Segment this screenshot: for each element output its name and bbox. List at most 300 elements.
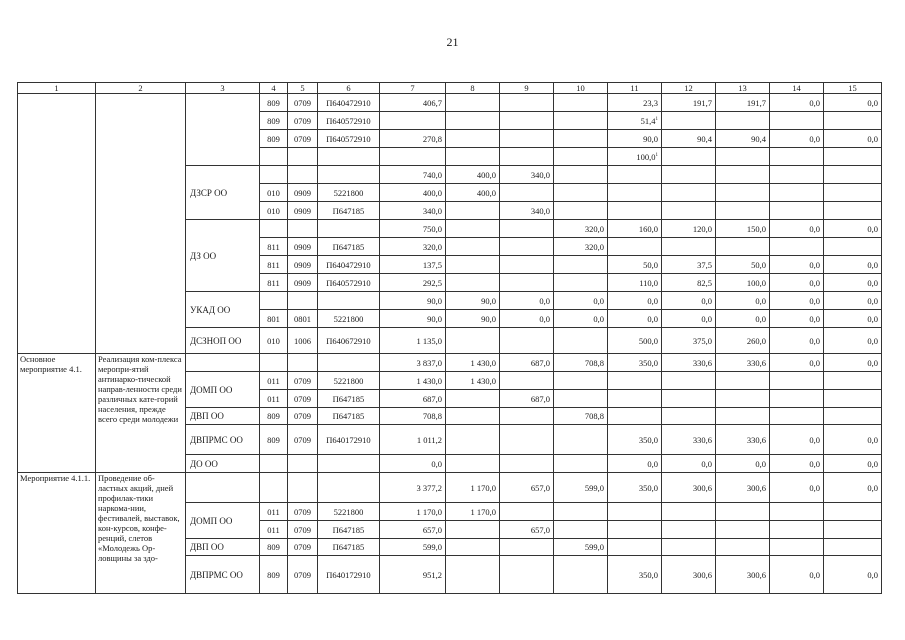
cell-col-15 bbox=[824, 390, 882, 408]
cell-col-14 bbox=[770, 148, 824, 166]
cell-col-12 bbox=[662, 521, 716, 539]
cell-col-4 bbox=[260, 202, 288, 220]
cell-col-9 bbox=[500, 408, 554, 425]
cell-value: 809 bbox=[267, 97, 280, 108]
cell-col-14 bbox=[770, 184, 824, 202]
cell-col-15 bbox=[824, 220, 882, 238]
cell-col-12 bbox=[662, 148, 716, 166]
cell-value: 400,0 bbox=[422, 187, 442, 198]
cell-col-10 bbox=[554, 292, 608, 310]
cell-value: 90,0 bbox=[481, 295, 496, 306]
cell-value: 0709 bbox=[294, 524, 311, 535]
cell-value: 137,5 bbox=[422, 259, 442, 270]
cell-col-10 bbox=[554, 310, 608, 328]
cell-value: 0,0 bbox=[809, 458, 820, 469]
cell-col-12 bbox=[662, 202, 716, 220]
cell-col-10 bbox=[554, 408, 608, 425]
cell-value: П647185 bbox=[332, 205, 365, 216]
cell-value: 0,0 bbox=[809, 569, 820, 580]
cell-value: 0,0 bbox=[809, 223, 820, 234]
cell-value: 010 bbox=[267, 187, 280, 198]
cell-col-6 bbox=[318, 372, 380, 390]
cell-col-12 bbox=[662, 556, 716, 594]
cell-col-13 bbox=[716, 274, 770, 292]
cell-col-14 bbox=[770, 130, 824, 148]
cell-col-7 bbox=[380, 310, 446, 328]
cell-value: 599,0 bbox=[584, 482, 604, 493]
cell-value: 90,4 bbox=[751, 133, 766, 144]
cell-col-9 bbox=[500, 292, 554, 310]
cell-col-9 bbox=[500, 148, 554, 166]
column-header-10: 10 bbox=[554, 83, 608, 94]
cell-value: 0,0 bbox=[809, 482, 820, 493]
cell-value: 500,0 bbox=[638, 335, 658, 346]
column-header-1: 1 bbox=[18, 83, 96, 94]
cell-value: 0,0 bbox=[867, 133, 878, 144]
cell-value: 292,5 bbox=[422, 277, 442, 288]
cell-col-13 bbox=[716, 310, 770, 328]
column-header-5: 5 bbox=[288, 83, 318, 94]
cell-col-15 bbox=[824, 521, 882, 539]
cell-value: 5221800 bbox=[333, 313, 364, 324]
cell-col-15 bbox=[824, 166, 882, 184]
cell-value: 010 bbox=[267, 335, 280, 346]
executor-cell: ДЗСР ОО bbox=[186, 166, 260, 220]
cell-value: 708,8 bbox=[584, 357, 604, 368]
cell-col-11 bbox=[608, 354, 662, 372]
cell-value: 1 170,0 bbox=[470, 482, 496, 493]
cell-col-6 bbox=[318, 556, 380, 594]
cell-col-15 bbox=[824, 94, 882, 112]
cell-value: 110,0 bbox=[639, 277, 658, 288]
cell-value: 0709 bbox=[294, 375, 311, 386]
cell-value: 0709 bbox=[294, 97, 311, 108]
cell-col-6 bbox=[318, 238, 380, 256]
cell-col-8 bbox=[446, 274, 500, 292]
cell-col-11 bbox=[608, 274, 662, 292]
cell-col-12 bbox=[662, 94, 716, 112]
cell-col-8 bbox=[446, 390, 500, 408]
cell-col-14 bbox=[770, 166, 824, 184]
cell-col-7 bbox=[380, 372, 446, 390]
table-row bbox=[18, 473, 882, 503]
cell-col-8 bbox=[446, 220, 500, 238]
cell-col-15 bbox=[824, 408, 882, 425]
cell-value: 0909 bbox=[294, 205, 311, 216]
cell-col-12 bbox=[662, 539, 716, 556]
column-header-row bbox=[18, 83, 882, 94]
cell-value: 809 bbox=[267, 434, 280, 445]
cell-value: 0,0 bbox=[867, 357, 878, 368]
cell-col-8 bbox=[446, 202, 500, 220]
cell-value: П640572910 bbox=[326, 277, 371, 288]
executor-cell bbox=[186, 94, 260, 166]
cell-col-7 bbox=[380, 166, 446, 184]
cell-value: 350,0 bbox=[638, 569, 658, 580]
cell-value: 0,0 bbox=[809, 357, 820, 368]
cell-value: 1 135,0 bbox=[416, 335, 442, 346]
cell-value: 657,0 bbox=[530, 524, 550, 535]
cell-value: 657,0 bbox=[530, 482, 550, 493]
cell-value: 0,0 bbox=[867, 97, 878, 108]
cell-value: 0,0 bbox=[867, 458, 878, 469]
cell-value: 0,0 bbox=[809, 97, 820, 108]
cell-col-13 bbox=[716, 238, 770, 256]
cell-value: 011 bbox=[267, 506, 280, 517]
cell-col-7 bbox=[380, 238, 446, 256]
cell-col-14 bbox=[770, 473, 824, 503]
cell-col-4 bbox=[260, 256, 288, 274]
cell-col-15 bbox=[824, 184, 882, 202]
cell-value: П640572910 bbox=[326, 115, 371, 126]
cell-col-13 bbox=[716, 94, 770, 112]
cell-value: 599,0 bbox=[584, 542, 604, 552]
cell-value: 100,0 bbox=[746, 277, 766, 288]
cell-value: 0,0 bbox=[647, 458, 658, 469]
cell-value: 23,3 bbox=[643, 97, 658, 108]
cell-value: 400,0 bbox=[476, 187, 496, 198]
cell-col-13 bbox=[716, 539, 770, 556]
cell-col-9 bbox=[500, 556, 554, 594]
cell-col-5 bbox=[288, 238, 318, 256]
cell-value: П640672910 bbox=[326, 335, 371, 346]
cell-col-4 bbox=[260, 390, 288, 408]
cell-col-9 bbox=[500, 328, 554, 354]
cell-value: 0,0 bbox=[431, 458, 442, 469]
cell-col-15 bbox=[824, 112, 882, 130]
cell-col-4 bbox=[260, 220, 288, 238]
cell-col-7 bbox=[380, 184, 446, 202]
column-header-12: 12 bbox=[662, 83, 716, 94]
cell-value: 1006 bbox=[294, 335, 311, 346]
cell-value: 0801 bbox=[294, 313, 311, 324]
executor-cell: УКАД ОО bbox=[186, 292, 260, 328]
cell-col-9 bbox=[500, 425, 554, 455]
cell-value: П640572910 bbox=[326, 133, 371, 144]
cell-value: 0909 bbox=[294, 277, 311, 288]
cell-col-9 bbox=[500, 473, 554, 503]
cell-col-4 bbox=[260, 521, 288, 539]
cell-col-9 bbox=[500, 390, 554, 408]
cell-col-4 bbox=[260, 148, 288, 166]
cell-value: 0709 bbox=[294, 133, 311, 144]
cell-col-5 bbox=[288, 184, 318, 202]
cell-col-12 bbox=[662, 166, 716, 184]
cell-value: П640172910 bbox=[326, 434, 371, 445]
table-row bbox=[18, 94, 882, 112]
cell-value: 809 bbox=[267, 115, 280, 126]
cell-value: 0,0 bbox=[755, 295, 766, 306]
cell-value: 0,0 bbox=[867, 335, 878, 346]
column-header-6: 6 bbox=[318, 83, 380, 94]
cell-col-6 bbox=[318, 473, 380, 503]
cell-col-5 bbox=[288, 166, 318, 184]
column-header-4: 4 bbox=[260, 83, 288, 94]
cell-value: 90,0 bbox=[427, 313, 442, 324]
cell-value: 811 bbox=[267, 277, 280, 288]
cell-value: 191,7 bbox=[746, 97, 766, 108]
cell-col-14 bbox=[770, 556, 824, 594]
cell-value: П647185 bbox=[332, 542, 365, 552]
cell-col-12 bbox=[662, 256, 716, 274]
cell-col-12 bbox=[662, 184, 716, 202]
cell-col-10 bbox=[554, 130, 608, 148]
cell-col-11 bbox=[608, 425, 662, 455]
cell-col-9 bbox=[500, 274, 554, 292]
cell-value: 300,6 bbox=[746, 569, 766, 580]
cell-value: 687,0 bbox=[422, 393, 442, 404]
cell-col-9 bbox=[500, 256, 554, 274]
cell-col-13 bbox=[716, 220, 770, 238]
cell-col-13 bbox=[716, 390, 770, 408]
cell-col-5 bbox=[288, 473, 318, 503]
cell-value: 1 170,0 bbox=[416, 506, 442, 517]
cell-value: 0909 bbox=[294, 259, 311, 270]
cell-value: 5221800 bbox=[333, 506, 364, 517]
cell-value: 0,0 bbox=[701, 458, 712, 469]
cell-value: 0,0 bbox=[809, 259, 820, 270]
cell-value: 0,0 bbox=[867, 569, 878, 580]
cell-value: 0709 bbox=[294, 506, 311, 517]
cell-col-14 bbox=[770, 521, 824, 539]
cell-value: 0,0 bbox=[809, 313, 820, 324]
cell-col-5 bbox=[288, 455, 318, 473]
cell-value: 0,0 bbox=[867, 277, 878, 288]
cell-col-6 bbox=[318, 328, 380, 354]
cell-col-15 bbox=[824, 148, 882, 166]
cell-value: 0,0 bbox=[867, 223, 878, 234]
cell-value: 1 430,0 bbox=[416, 375, 442, 386]
cell-col-10 bbox=[554, 256, 608, 274]
cell-value: 0709 bbox=[294, 569, 311, 580]
cell-col-4 bbox=[260, 274, 288, 292]
column-header-13: 13 bbox=[716, 83, 770, 94]
cell-col-8 bbox=[446, 503, 500, 521]
cell-col-11 bbox=[608, 372, 662, 390]
cell-col-6 bbox=[318, 310, 380, 328]
cell-col-6 bbox=[318, 256, 380, 274]
cell-value: 350,0 bbox=[638, 482, 658, 493]
cell-col-10 bbox=[554, 274, 608, 292]
cell-col-8 bbox=[446, 256, 500, 274]
cell-col-9 bbox=[500, 112, 554, 130]
cell-value: П647185 bbox=[332, 393, 365, 404]
cell-value: 0,0 bbox=[593, 295, 604, 306]
cell-col-14 bbox=[770, 354, 824, 372]
cell-value: 010 bbox=[267, 205, 280, 216]
cell-col-5 bbox=[288, 390, 318, 408]
event-description-cell: Реализация ком-плекса меропри-ятий антинарко-тической направ-ленности среди различных кате-горий населения, прежде всего среди молодежи bbox=[96, 354, 186, 473]
cell-col-9 bbox=[500, 166, 554, 184]
cell-col-12 bbox=[662, 408, 716, 425]
cell-col-12 bbox=[662, 455, 716, 473]
cell-value: 1 430,0 bbox=[470, 375, 496, 386]
cell-col-8 bbox=[446, 539, 500, 556]
cell-col-11 bbox=[608, 556, 662, 594]
cell-col-13 bbox=[716, 354, 770, 372]
cell-col-15 bbox=[824, 256, 882, 274]
cell-col-5 bbox=[288, 130, 318, 148]
cell-col-13 bbox=[716, 130, 770, 148]
cell-col-10 bbox=[554, 455, 608, 473]
cell-value: 320,0 bbox=[584, 223, 604, 234]
cell-value: 51,4 bbox=[640, 115, 656, 126]
cell-col-5 bbox=[288, 202, 318, 220]
cell-col-8 bbox=[446, 455, 500, 473]
cell-col-11 bbox=[608, 166, 662, 184]
cell-value: 3 837,0 bbox=[416, 357, 442, 368]
cell-value: 740,0 bbox=[422, 169, 442, 180]
cell-col-12 bbox=[662, 354, 716, 372]
cell-col-15 bbox=[824, 556, 882, 594]
budget-table bbox=[17, 82, 882, 594]
cell-col-15 bbox=[824, 274, 882, 292]
cell-value: 811 bbox=[267, 241, 280, 252]
cell-col-12 bbox=[662, 274, 716, 292]
event-description-cell: Проведение об-ластных акций, дней профилак-тики наркома-нии, фестивалей, выставок, кон-курсов, конфе-ренций, слетов «Молодежь Ор-ловщины за здо- bbox=[96, 473, 186, 594]
cell-col-10 bbox=[554, 166, 608, 184]
cell-col-10 bbox=[554, 202, 608, 220]
cell-col-5 bbox=[288, 408, 318, 425]
cell-col-6 bbox=[318, 112, 380, 130]
cell-col-5 bbox=[288, 292, 318, 310]
cell-col-6 bbox=[318, 425, 380, 455]
cell-col-9 bbox=[500, 130, 554, 148]
cell-col-8 bbox=[446, 556, 500, 594]
cell-col-10 bbox=[554, 556, 608, 594]
cell-col-7 bbox=[380, 408, 446, 425]
cell-col-4 bbox=[260, 425, 288, 455]
executor-cell: ДВПРМС ОО bbox=[186, 556, 260, 594]
cell-col-15 bbox=[824, 503, 882, 521]
cell-col-11 bbox=[608, 202, 662, 220]
cell-col-13 bbox=[716, 256, 770, 274]
cell-col-6 bbox=[318, 390, 380, 408]
cell-col-9 bbox=[500, 521, 554, 539]
cell-value: 0,0 bbox=[755, 313, 766, 324]
cell-col-7 bbox=[380, 94, 446, 112]
cell-col-14 bbox=[770, 202, 824, 220]
cell-col-4 bbox=[260, 310, 288, 328]
cell-col-10 bbox=[554, 238, 608, 256]
cell-col-14 bbox=[770, 328, 824, 354]
cell-col-5 bbox=[288, 328, 318, 354]
cell-col-9 bbox=[500, 503, 554, 521]
executor-cell: ДВПРМС ОО bbox=[186, 425, 260, 455]
event-name-cell: Мероприятие 4.1.1. bbox=[18, 473, 96, 594]
cell-value: 120,0 bbox=[692, 223, 712, 234]
cell-value: 50,0 bbox=[643, 259, 658, 270]
cell-col-10 bbox=[554, 473, 608, 503]
cell-col-8 bbox=[446, 328, 500, 354]
cell-col-10 bbox=[554, 539, 608, 556]
cell-col-15 bbox=[824, 473, 882, 503]
cell-col-14 bbox=[770, 310, 824, 328]
cell-value: 951,2 bbox=[422, 569, 442, 580]
cell-col-14 bbox=[770, 372, 824, 390]
cell-value: 300,6 bbox=[692, 482, 712, 493]
cell-col-14 bbox=[770, 292, 824, 310]
cell-col-5 bbox=[288, 425, 318, 455]
cell-value: 300,6 bbox=[746, 482, 766, 493]
executor-cell: ДЗ ОО bbox=[186, 220, 260, 292]
cell-col-7 bbox=[380, 354, 446, 372]
cell-value: 0,0 bbox=[809, 295, 820, 306]
cell-col-6 bbox=[318, 503, 380, 521]
cell-col-7 bbox=[380, 130, 446, 148]
cell-value: 1 430,0 bbox=[470, 357, 496, 368]
cell-col-15 bbox=[824, 425, 882, 455]
cell-col-6 bbox=[318, 292, 380, 310]
cell-value: 708,8 bbox=[422, 411, 442, 421]
cell-col-4 bbox=[260, 184, 288, 202]
cell-col-11 bbox=[608, 503, 662, 521]
cell-value: 0709 bbox=[294, 542, 311, 552]
cell-col-11 bbox=[608, 148, 662, 166]
page-number: 21 bbox=[446, 35, 459, 49]
cell-value: 809 bbox=[267, 569, 280, 580]
cell-col-14 bbox=[770, 455, 824, 473]
cell-col-12 bbox=[662, 425, 716, 455]
cell-col-14 bbox=[770, 274, 824, 292]
cell-value: 809 bbox=[267, 411, 280, 421]
column-header-3: 3 bbox=[186, 83, 260, 94]
cell-value: 160,0 bbox=[638, 223, 658, 234]
cell-col-8 bbox=[446, 425, 500, 455]
cell-col-13 bbox=[716, 166, 770, 184]
cell-value: 0,0 bbox=[809, 133, 820, 144]
cell-col-5 bbox=[288, 112, 318, 130]
cell-col-6 bbox=[318, 94, 380, 112]
cell-col-5 bbox=[288, 503, 318, 521]
cell-col-7 bbox=[380, 473, 446, 503]
cell-col-10 bbox=[554, 184, 608, 202]
cell-value: 599,0 bbox=[422, 542, 442, 552]
cell-value: 400,0 bbox=[476, 169, 496, 180]
cell-col-13 bbox=[716, 503, 770, 521]
executor-cell: ДВП ОО bbox=[186, 408, 260, 425]
cell-col-11 bbox=[608, 94, 662, 112]
cell-value: 340,0 bbox=[422, 205, 442, 216]
cell-col-6 bbox=[318, 455, 380, 473]
cell-value: 100,0 bbox=[636, 151, 656, 162]
cell-col-5 bbox=[288, 521, 318, 539]
column-header-14: 14 bbox=[770, 83, 824, 94]
cell-value: 320,0 bbox=[584, 241, 604, 252]
cell-col-15 bbox=[824, 130, 882, 148]
cell-value: 1 170,0 bbox=[470, 506, 496, 517]
cell-value: 0909 bbox=[294, 187, 311, 198]
cell-col-10 bbox=[554, 220, 608, 238]
cell-value: 50,0 bbox=[751, 259, 766, 270]
cell-col-15 bbox=[824, 238, 882, 256]
cell-value: 687,0 bbox=[530, 357, 550, 368]
cell-col-11 bbox=[608, 130, 662, 148]
cell-col-6 bbox=[318, 539, 380, 556]
cell-value: 270,8 bbox=[422, 133, 442, 144]
cell-col-5 bbox=[288, 220, 318, 238]
cell-col-9 bbox=[500, 238, 554, 256]
cell-col-9 bbox=[500, 539, 554, 556]
cell-col-7 bbox=[380, 328, 446, 354]
cell-value: 90,0 bbox=[427, 295, 442, 306]
cell-col-11 bbox=[608, 473, 662, 503]
cell-value: 0709 bbox=[294, 393, 311, 404]
cell-col-4 bbox=[260, 372, 288, 390]
cell-col-12 bbox=[662, 503, 716, 521]
cell-col-10 bbox=[554, 94, 608, 112]
cell-col-15 bbox=[824, 292, 882, 310]
